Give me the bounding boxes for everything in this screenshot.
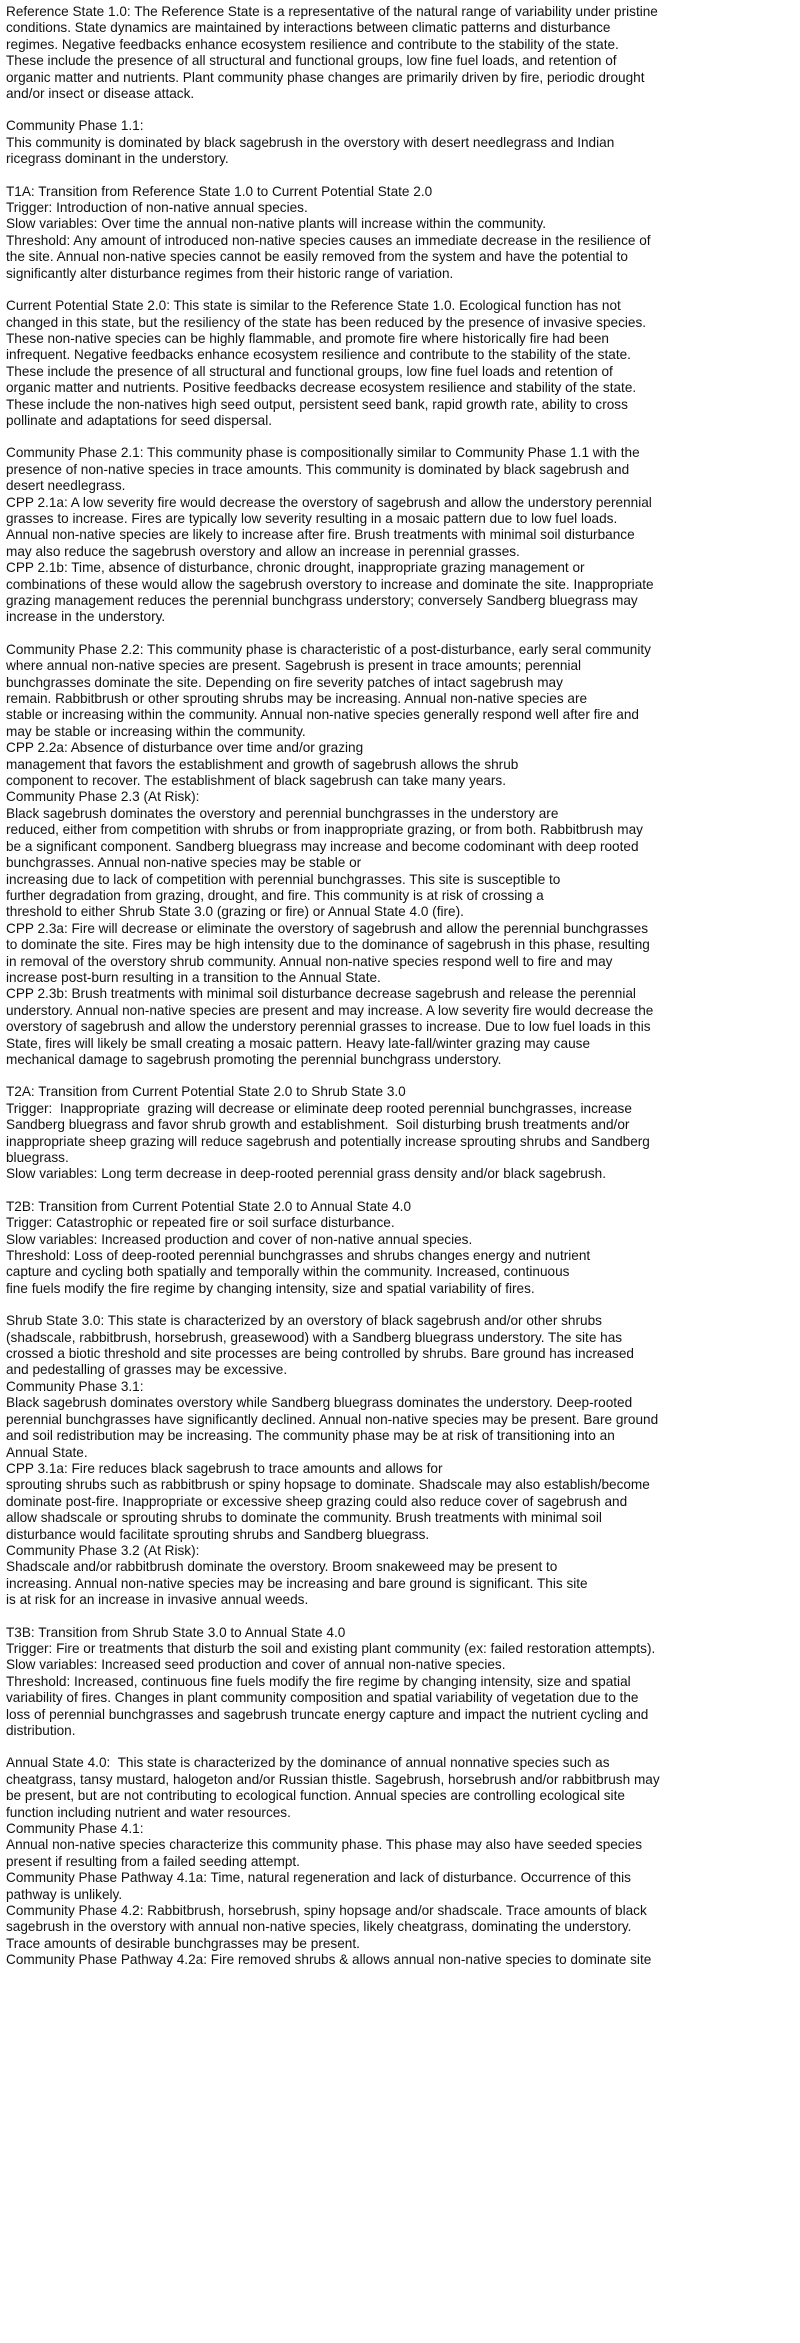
text-line: mechanical damage to sagebrush promoting the perennial bunchgrass understory. (6, 1051, 502, 1067)
text-line: distribution. (6, 1723, 76, 1738)
text-line: CPP 2.3a: Fire will decrease or eliminate the overstory of sagebrush and allow the perennial bunchgrasses (6, 920, 649, 936)
text-line: combinations of these would allow the sagebrush overstory to increase and dominate the site. Inappropriate (6, 576, 654, 592)
text-line: These include the non-natives high seed output, persistent seed bank, rapid growth rate, ability to cross (6, 396, 628, 412)
text-line: Community Phase 1.1: (6, 118, 144, 134)
text-line: perennial bunchgrasses have significantly declined. Annual non-native species may be present. Bare ground (6, 1411, 659, 1427)
text-line: dominate post-fire. Inappropriate or excessive sheep grazing could also reduce cover of sagebrush and (6, 1493, 628, 1509)
text-line: understory. Annual non-native species are present and may increase. A low severity fire would decrease the (6, 1002, 654, 1018)
text-line: T3B: Transition from Shrub State 3.0 to Annual State 4.0 (6, 1624, 346, 1640)
text-line: ricegrass dominant in the understory. (6, 151, 229, 167)
text-line: Community Phase 3.1: (6, 1378, 144, 1394)
text-line: cheatgrass, tansy mustard, halogeton and/or Russian thistle. Sagebrush, horsebrush and/or rabbitbrush may (6, 1771, 660, 1787)
text-line: component to recover. The establishment of black sagebrush can take many years. (6, 773, 506, 789)
text-line: Community Phase 2.2: This community phase is characteristic of a post-disturbance, early seral community (6, 641, 651, 657)
text-line: Shadscale and/or rabbitbrush dominate the overstory. Broom snakeweed may be present to (6, 1559, 558, 1575)
text-line: remain. Rabbitbrush or other sprouting shrubs may be increasing. Annual non-native species are (6, 691, 588, 707)
text-line: and pedestalling of grasses may be excessive. (6, 1362, 288, 1378)
text-line: organic matter and nutrients. Positive feedbacks decrease ecosystem resilience and stability of the state. (6, 380, 637, 396)
text-line: capture and cycling both spatially and temporally within the community. Increased, continuous (6, 1264, 570, 1280)
text-section (6, 445, 782, 625)
text-line: Annual non-native species characterize this community phase. This phase may also have seeded species (6, 1837, 642, 1853)
text-line: Sandberg bluegrass and favor shrub growth and establishment. Soil disturbing brush treatments and/or (6, 1117, 630, 1133)
text-line: grasses to increase. Fires are typically low severity resulting in a mosaic pattern due to low fuel loads. (6, 510, 618, 526)
text-line: variability of fires. Changes in plant community composition and spatial variability of vegetation due to the (6, 1690, 639, 1706)
text-line: CPP 2.2a: Absence of disturbance over time and/or grazing (6, 740, 364, 756)
text-line: Slow variables: Over time the annual non-native plants will increase within the community. (6, 216, 546, 232)
text-line: Trigger: Fire or treatments that disturb the soil and existing plant community (ex: failed restoration attempts). (6, 1640, 656, 1656)
text-line: inappropriate sheep grazing will reduce sagebrush and potentially increase sprouting shrubs and Sandberg (6, 1133, 650, 1149)
text-line: presence of non-native species in trace amounts. This community is dominated by black sagebrush and (6, 461, 630, 477)
text-line: Community Phase 2.3 (At Risk): (6, 789, 200, 805)
text-line: bluegrass. (6, 1150, 69, 1165)
text-line: increasing due to lack of competition with perennial bunchgrasses. This site is susceptible to (6, 871, 561, 887)
text-line: may also reduce the sagebrush overstory and allow an increase in perennial grasses. (6, 543, 520, 559)
text-line: bunchgrasses dominate the site. Depending on fire severity patches of intact sagebrush may (6, 674, 563, 690)
text-line: Community Phase Pathway 4.1a: Time, natural regeneration and lack of disturbance. Occurrence of this (6, 1870, 631, 1886)
text-line: Black sagebrush dominates the overstory and perennial bunchgrasses in the understory are (6, 805, 559, 821)
text-line: overstory of sagebrush and allow the understory perennial grasses to increase. Due to low fuel loads in this (6, 1019, 651, 1035)
text-line: increase in the understory. (6, 609, 166, 625)
text-line: fine fuels modify the fire regime by changing intensity, size and spatial variability of fires. (6, 1280, 535, 1296)
text-line: the site. Annual non-native species cannot be easily removed from the system and have the potential to (6, 249, 628, 265)
text-line: crossed a biotic threshold and site processes are being controlled by shrubs. Bare ground has increased (6, 1346, 634, 1362)
text-line: management that favors the establishment and growth of sagebrush allows the shrub (6, 756, 519, 772)
text-line: Shrub State 3.0: This state is characterized by an overstory of black sagebrush and/or other shrubs (6, 1313, 602, 1329)
text-line: Annual non-native species are likely to increase after fire. Brush treatments with minimal soil disturbance (6, 527, 635, 543)
text-line: Trigger: Inappropriate grazing will decrease or eliminate deep rooted perennial bunchgrasses, increase (6, 1100, 632, 1116)
text-line: grazing management reduces the perennial bunchgrass understory; conversely Sandberg bluegrass may (6, 593, 638, 608)
text-line: Threshold: Loss of deep-rooted perennial bunchgrasses and shrubs changes energy and nutrient (6, 1248, 591, 1264)
text-line: conditions. State dynamics are maintained by interactions between climatic patterns and disturbance (6, 20, 611, 36)
text-line: Trigger: Catastrophic or repeated fire or soil surface disturbance. (6, 1215, 395, 1231)
text-line: pathway is unlikely. (6, 1886, 123, 1902)
text-line: This community is dominated by black sagebrush in the overstory with desert needlegrass and Indian (6, 134, 615, 150)
text-line: These include the presence of all structural and functional groups, low fine fuel loads and retention of (6, 363, 613, 379)
text-line: T1A: Transition from Reference State 1.0 to Current Potential State 2.0 (6, 183, 433, 199)
text-line: Slow variables: Long term decrease in deep-rooted perennial grass density and/or black sagebrush. (6, 1166, 606, 1182)
text-line: (shadscale, rabbitbrush, horsebrush, greasewood) with a Sandberg bluegrass understory. The site has (6, 1329, 623, 1345)
text-section (6, 184, 782, 282)
text-line: Community Phase 3.2 (At Risk): (6, 1542, 200, 1558)
text-section (6, 298, 782, 429)
text-section (6, 1084, 782, 1182)
text-line: regimes. Negative feedbacks enhance ecosystem resilience and contribute to the stability of the state. (6, 36, 619, 52)
text-line: Trace amounts of desirable bunchgrasses may be present. (6, 1935, 360, 1951)
text-line: in removal of the overstory shrub community. Annual non-native species respond well to fire and may (6, 953, 613, 969)
text-line: CPP 2.1b: Time, absence of disturbance, chronic drought, inappropriate grazing management or (6, 560, 585, 576)
text-section (6, 1625, 782, 1740)
text-line: to dominate the site. Fires may be high intensity due to the dominance of sagebrush in this phase, resulting (6, 937, 650, 953)
text-line: desert needlegrass. (6, 478, 126, 494)
text-line: sagebrush in the overstory with annual non-native species, likely cheatgrass, dominating the understory. (6, 1919, 632, 1935)
text-line: infrequent. Negative feedbacks enhance ecosystem resilience and contribute to the stability of the state. (6, 347, 631, 363)
text-line: organic matter and nutrients. Plant community phase changes are primarily driven by fire, periodic drought (6, 69, 645, 85)
text-section (6, 642, 782, 1069)
text-line: reduced, either from competition with shrubs or from inappropriate grazing, or from both. Rabbitbrush may (6, 822, 643, 838)
text-line: State, fires will likely be small creating a mosaic pattern. Heavy late-fall/winter grazing may cause (6, 1035, 591, 1051)
text-line: and soil redistribution may be increasing. The community phase may be at risk of transitioning into an (6, 1428, 615, 1444)
text-line: be a significant component. Sandberg bluegrass may increase and become codominant with deep rooted (6, 838, 639, 854)
text-line: disturbance would facilitate sprouting shrubs and Sandberg bluegrass. (6, 1526, 430, 1542)
text-line: significantly alter disturbance regimes from their historic range of variation. (6, 265, 454, 281)
text-line: Slow variables: Increased seed production and cover of annual non-native species. (6, 1657, 506, 1673)
text-line: bunchgrasses. Annual non-native species may be stable or (6, 855, 362, 871)
text-line: increase post-burn resulting in a transition to the Annual State. (6, 969, 381, 985)
text-line: further degradation from grazing, drought, and fire. This community is at risk of crossing a (6, 887, 544, 903)
text-line: sprouting shrubs such as rabbitbrush or spiny hopsage to dominate. Shadscale may also establish/become (6, 1477, 650, 1493)
text-line: function including nutrient and water resources. (6, 1804, 291, 1820)
text-line: present if resulting from a failed seeding attempt. (6, 1853, 300, 1869)
text-line: These non-native species can be highly flammable, and promote fire where historically fire had been (6, 330, 609, 346)
text-line: may be stable or increasing within the community. (6, 723, 306, 739)
text-line: Slow variables: Increased production and cover of non-native annual species. (6, 1231, 473, 1247)
text-line: allow shadscale or sprouting shrubs to dominate the community. Brush treatments with minimal soil (6, 1510, 602, 1526)
text-line: loss of perennial bunchgrasses and sagebrush truncate energy capture and impact the nutrient cycling and (6, 1706, 649, 1722)
text-line: Reference State 1.0: The Reference State is a representative of the natural range of variability under pristine (6, 4, 658, 19)
text-line: stable or increasing within the community. Annual non-native species generally respond well after fire and (6, 707, 639, 723)
text-line: threshold to either Shrub State 3.0 (grazing or fire) or Annual State 4.0 (fire). (6, 904, 464, 920)
text-section (6, 4, 782, 102)
text-line: is at risk for an increase in invasive annual weeds. (6, 1592, 309, 1608)
text-line: Community Phase 4.2: Rabbitbrush, horsebrush, spiny hopsage and/or shadscale. Trace amounts of black (6, 1903, 647, 1919)
text-line: Threshold: Increased, continuous fine fuels modify the fire regime by changing intensity, size and spatial (6, 1673, 631, 1689)
text-line: CPP 2.1a: A low severity fire would decrease the overstory of sagebrush and allow the understory perennial (6, 494, 652, 510)
text-line: Annual State. (6, 1444, 88, 1460)
text-line: changed in this state, but the resiliency of the state has been reduced by the presence of invasive species. (6, 314, 647, 330)
text-line: These include the presence of all structural and functional groups, low fine fuel loads, and retention of (6, 53, 617, 69)
text-line: Current Potential State 2.0: This state is similar to the Reference State 1.0. Ecological function has not (6, 298, 621, 314)
text-section (6, 1755, 782, 1968)
text-section (6, 1199, 782, 1297)
text-line: Threshold: Any amount of introduced non-native species causes an immediate decrease in the resilience of (6, 232, 651, 248)
text-line: Black sagebrush dominates overstory while Sandberg bluegrass dominates the understory. Deep-rooted (6, 1395, 633, 1411)
text-line: Annual State 4.0: This state is characterized by the dominance of annual nonnative species such as (6, 1755, 610, 1771)
text-line: increasing. Annual non-native species may be increasing and bare ground is significant. This site (6, 1575, 588, 1591)
text-line: T2A: Transition from Current Potential State 2.0 to Shrub State 3.0 (6, 1084, 406, 1100)
text-line: where annual non-native species are present. Sagebrush is present in trace amounts; perennial (6, 658, 582, 674)
text-line: Trigger: Introduction of non-native annual species. (6, 200, 308, 216)
text-line: pollinate and adaptations for seed dispersal. (6, 412, 273, 428)
text-section (6, 118, 782, 167)
text-line: Community Phase Pathway 4.2a: Fire removed shrubs & allows annual non-native species to dominate site (6, 1952, 652, 1968)
text-line: and/or insect or disease attack. (6, 86, 195, 102)
text-line: CPP 2.3b: Brush treatments with minimal soil disturbance decrease sagebrush and release the perennial (6, 986, 636, 1002)
text-line: T2B: Transition from Current Potential State 2.0 to Annual State 4.0 (6, 1198, 412, 1214)
text-section (6, 1313, 782, 1608)
text-line: CPP 3.1a: Fire reduces black sagebrush to trace amounts and allows for (6, 1460, 443, 1476)
text-line: be present, but are not contributing to ecological function. Annual species are controlling ecological site (6, 1788, 625, 1804)
text-line: Community Phase 4.1: (6, 1821, 144, 1837)
text-line: Community Phase 2.1: This community phase is compositionally similar to Community Phase 1.1 with the (6, 445, 640, 461)
